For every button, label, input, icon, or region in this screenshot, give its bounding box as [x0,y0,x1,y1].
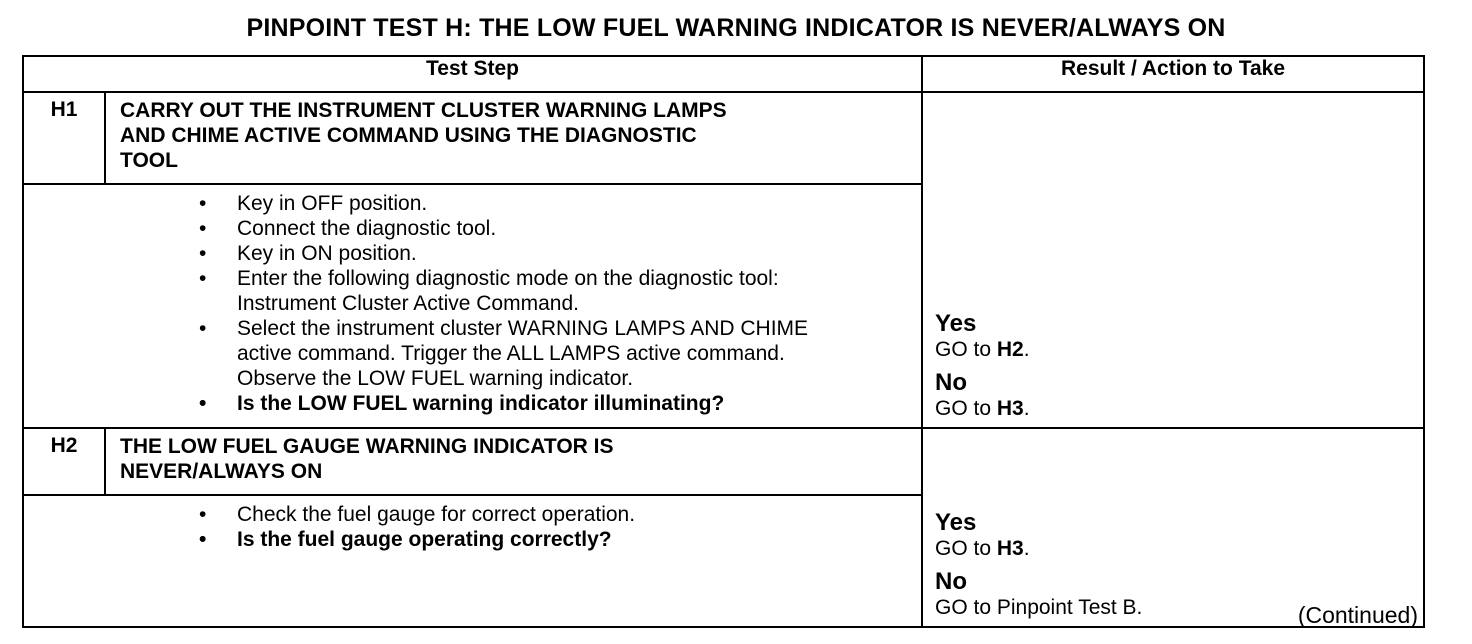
action-text: GO to [935,537,997,560]
step-heading-row [23,92,1424,184]
procedure-item-line: Enter the following diagnostic mode on the diagnostic tool: [237,267,779,290]
bullet-icon: • [199,392,207,415]
result-cell [922,428,1424,627]
procedure-item [105,216,921,241]
result-action [935,337,1415,362]
action-suffix: . [1023,338,1030,361]
step-heading-line: AND CHIME ACTIVE COMMAND USING THE DIAGNOSTIC [120,124,697,147]
bullet-icon: • [199,528,207,551]
result-action [935,396,1415,421]
procedure-item-line: Instrument Cluster Active Command. [237,292,579,315]
procedure-item-line: Select the instrument cluster WARNING LAMPS AND CHIME [237,317,809,340]
action-suffix: . [1023,537,1030,560]
step-id: H2 [23,428,105,495]
result-gap [935,362,1415,370]
result-label: No [935,568,967,595]
procedure-item-line: active command. Trigger the ALL LAMPS active command. [237,342,785,365]
continued-label: (Continued) [1297,602,1418,628]
step-heading-line: NEVER/ALWAYS ON [120,460,323,483]
step-heading [105,428,922,495]
result-header: Result / Action to Take [922,56,1424,92]
procedure-item-line: Is the fuel gauge operating correctly? [237,528,612,551]
step-id: H1 [23,92,105,184]
step-heading-line: TOOL [120,149,178,172]
bullet-icon: • [199,217,207,240]
bullet-icon: • [199,503,207,526]
bullet-icon: • [199,192,207,215]
result-cell [922,92,1424,428]
page-title: PINPOINT TEST H: THE LOW FUEL WARNING INDICATOR IS NEVER/ALWAYS ON [246,14,1226,42]
procedure-item-line: Check the fuel gauge for correct operation. [237,503,636,526]
bullet-icon: • [199,317,207,340]
procedure-item [105,266,921,316]
procedure-item [105,316,921,391]
procedure-item-line: Observe the LOW FUEL warning indicator. [237,367,634,390]
step-id-blank [23,184,105,428]
procedure-list [105,191,921,416]
result-action [935,536,1415,561]
result-label: No [935,369,967,396]
step-heading-line: THE LOW FUEL GAUGE WARNING INDICATOR IS [120,435,614,458]
action-target-link[interactable]: H2 [996,338,1024,361]
action-suffix: . [1023,397,1030,420]
procedure-item [105,502,921,527]
step-heading-line: CARRY OUT THE INSTRUMENT CLUSTER WARNING LAMPS [120,99,727,122]
procedure-list [105,502,921,552]
action-target-link[interactable]: H3 [996,537,1024,560]
test-step-header: Test Step [23,56,922,92]
action-text: GO to [935,397,997,420]
step-procedure [105,184,922,428]
procedure-item-line: Connect the diagnostic tool. [237,217,497,240]
step-id-blank [23,495,105,627]
pinpoint-test-table [22,55,1425,628]
procedure-item [105,391,921,416]
bullet-icon: • [199,267,207,290]
result-label: Yes [935,509,977,536]
step-heading [105,92,922,184]
step-heading-row [23,428,1424,495]
procedure-item-line: Key in ON position. [237,242,417,265]
action-text: GO to [935,338,997,361]
action-text: GO to Pinpoint Test B. [935,596,1143,619]
bullet-icon: • [199,242,207,265]
result-label: Yes [935,310,977,337]
action-target-link[interactable]: H3 [996,397,1024,420]
procedure-item-line: Is the LOW FUEL warning indicator illuminating? [237,392,725,415]
procedure-item [105,191,921,216]
result-gap [935,561,1415,569]
step-procedure [105,495,922,627]
table-header-row [23,56,1424,92]
procedure-item-line: Key in OFF position. [237,192,428,215]
procedure-item [105,241,921,266]
procedure-item [105,527,921,552]
